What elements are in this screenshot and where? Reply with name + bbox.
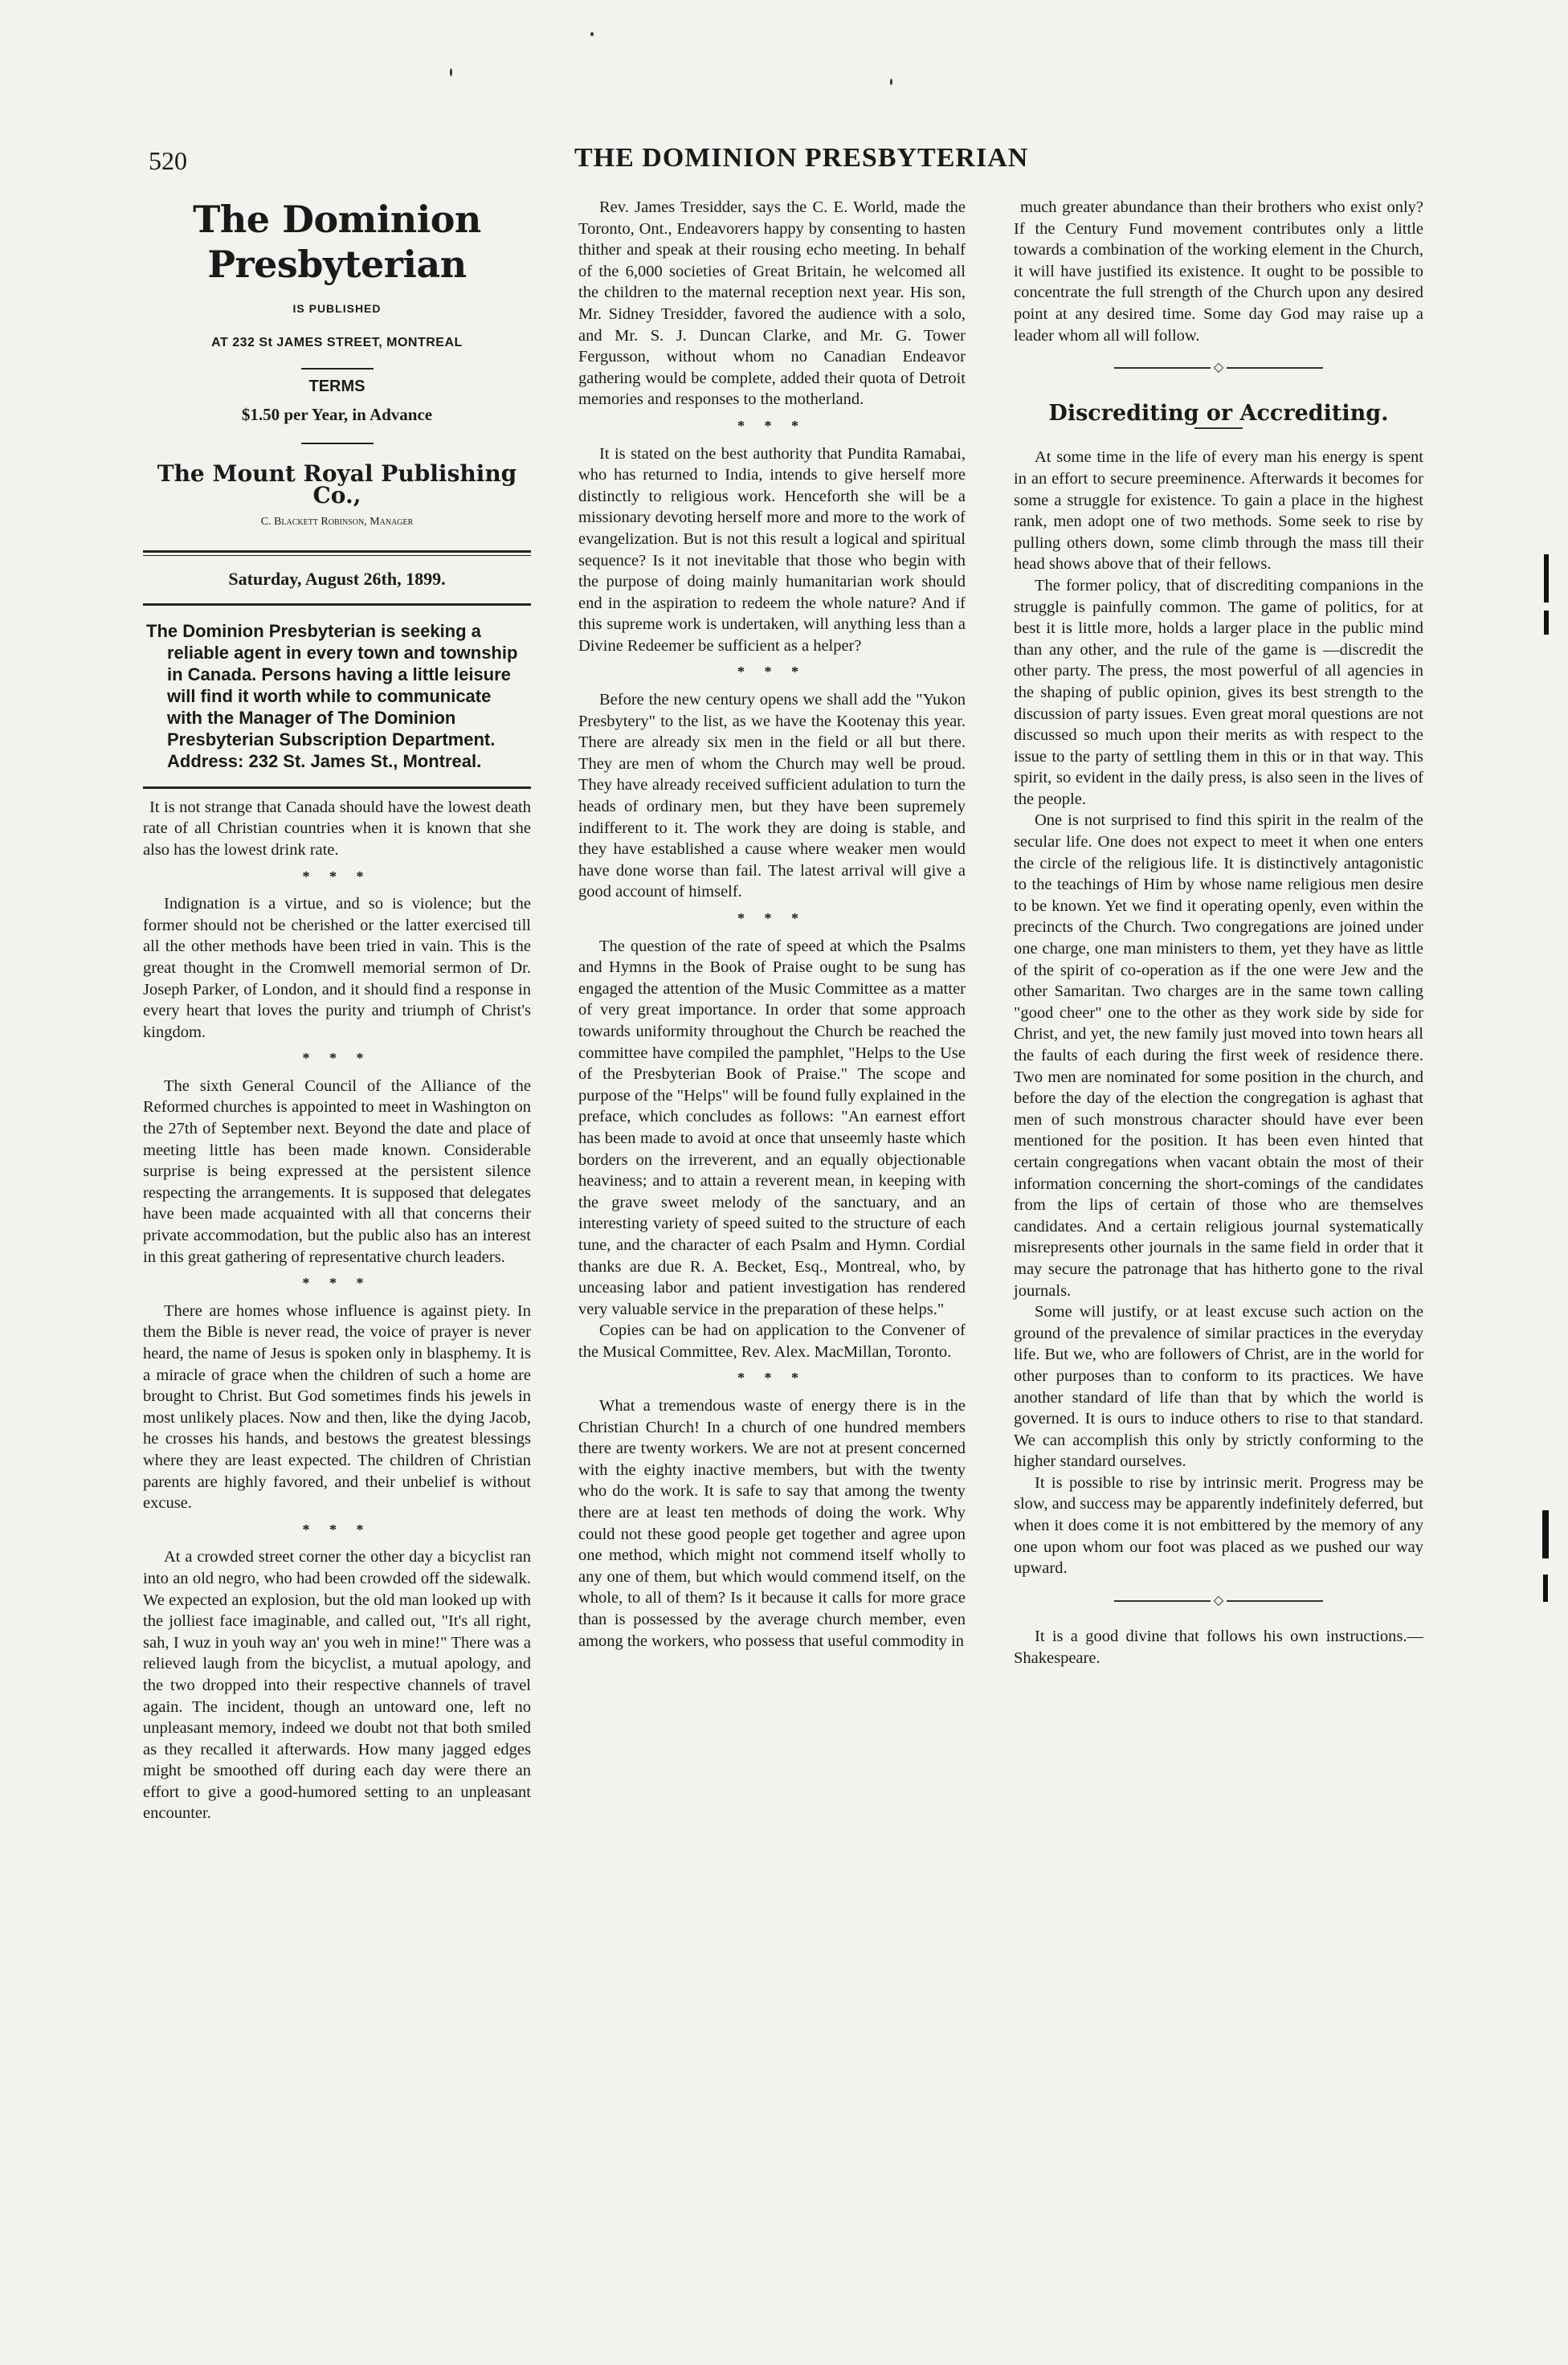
scan-speck bbox=[450, 68, 452, 76]
masthead-published: IS PUBLISHED bbox=[292, 302, 382, 315]
column-2 bbox=[578, 197, 966, 1652]
article-paragraph: Rev. James Tresidder, says the C. E. World, made the Toronto, Ont., Endeavorers happy by consenting to hasten thither and speak at their rousing echo meeting. In behalf of the 6,000 societies of Great Britain, he welcomed all the children to the maternal reception next year. His son, Mr. Sidney Tresidder, favored the audience with a solo, and Mr. S. J. Duncan Clarke, and Mr. G. Tower Fergusson, without whom no Canadian Endeavor gathering would be complete, added their quota of Detroit memories and responses to the motherland. bbox=[578, 198, 966, 409]
masthead-publisher: The Mount Royal Publishing Co., bbox=[157, 460, 517, 509]
separator-stars: * * * bbox=[737, 417, 806, 434]
divider bbox=[1194, 427, 1243, 429]
column-3 bbox=[1014, 197, 1423, 1669]
running-head: THE DOMINION PRESBYTERIAN bbox=[574, 143, 1029, 173]
article-heading: Discrediting or Accrediting. bbox=[1048, 400, 1389, 426]
masthead-terms: TERMS bbox=[308, 378, 365, 396]
article-paragraph: Copies can be had on application to the Convener of the Musical Committee, Rev. Alex. MacMillan, Toronto. bbox=[578, 1321, 966, 1361]
separator-stars: * * * bbox=[302, 1275, 372, 1292]
article-paragraph: It is not strange that Canada should have the lowest death rate of all Christian countries when it is known that she also has the lowest drink rate. bbox=[143, 798, 531, 859]
ornament-divider bbox=[1014, 357, 1423, 379]
thick-rule bbox=[143, 603, 531, 606]
article-paragraph: It is stated on the best authority that Pundita Ramabai, who has returned to India, intends to give herself more distinctly to religious work. Henceforth she will be a missionary devoting herself more and more to the work of evangelization. But is not this result a logical and spiritual sequence? Is it not inevitable that those who begin with the purpose of doing mainly humanitarian work should end in the aspiration to redeem the whole nature? And if this supreme work is undertaken, will anything less than a Divine Redeemer be sufficient as a helper? bbox=[578, 444, 966, 655]
article-paragraph: One is not surprised to find this spirit in the realm of the secular life. One does not expect to meet it when one enters the circle of the religious life. It is distinctively antagonistic to the teachings of Him by whose name religious men desire to be known. Yet we find it operating openly, even within the precincts of the Church. Two congregations are joined under one charge, one man ministers to them, yet they have as little of the spirit of co-operation as if the one were Jew and the other Samaritan. Two charges are in the same town calling "good cheer" one to the other as they work side by side for Christ, and yet, the new family just moved into town hears all the faults of each during the first week of residence there. Two men are nominated for some position in the church, and before the day of the election the congregation is aghast that men of such monstrous character should have ever been mentioned for the position. It has been even hinted that certain congregations when vacant obtain the most of their information concerning the short-comings of the candidates from the lips of certain of those who are themselves candidates. And a certain religious journal systematically misrepresents other journals in the same field in order that it may secure the patronage that has hitherto gone to the rival journals. bbox=[1014, 811, 1423, 1300]
issue-date: Saturday, August 26th, 1899. bbox=[228, 569, 446, 590]
article-paragraph: Before the new century opens we shall add the "Yukon Presbytery" to the list, as we have the Kootenay this year. There are already six men in the field or all but there. They are men of whom the Church may well be proud. They have already received sufficient adulation to turn the heads of ordinary men, but they have been supremely indifferent to it. The work they are doing is stable, and they have established a cause where weaker men would have done worse than fail. The latest arrival will give a good account of himself. bbox=[578, 691, 966, 901]
ornament-divider bbox=[1014, 1591, 1423, 1612]
masthead-price: $1.50 per Year, in Advance bbox=[241, 404, 433, 424]
article-paragraph: Some will justify, or at least excuse such action on the ground of the prevalence of similar practices in the everyday life. But we, who are followers of Christ, are in the world for other purposes than to conform to its practices. We have another standard of life than that by which the world is governed. It is ours to induce others to rise to that standard. We can accomplish this only by strictly conforming to the higher standard ourselves. bbox=[1014, 1303, 1423, 1471]
article-paragraph: What a tremendous waste of energy there is in the Christian Church! In a church of one hundred members there are twenty workers. We are not at present concerned with the eighty inactive members, but with the twenty who do the work. It is safe to say that among the twenty there are at least ten methods of doing the work. Why could not these good people get together and agree upon one method, which might not commend itself wholly to any one of them, but which would commend itself, on the whole, to all of them? Is it because it calls for more grace than is possessed by the average church member, even among the workers, who possess that useful commodity in bbox=[578, 1397, 966, 1650]
page-header bbox=[149, 143, 1422, 178]
separator-stars: * * * bbox=[737, 910, 806, 926]
separator-stars: * * * bbox=[302, 1050, 372, 1067]
page-number: 520 bbox=[149, 146, 187, 175]
agent-notice bbox=[143, 614, 531, 786]
divider bbox=[301, 368, 374, 370]
scan-mark bbox=[1542, 1510, 1549, 1558]
article-paragraph: The sixth General Council of the Alliance of the Reformed churches is appointed to meet in Washington on the 27th of September next. Beyond the date and place of meeting little has been made known. Considerable surprise is being expressed at the persistent silence respecting the arrangements. It is supposed that delegates have been made acquainted with all that concerns their private accommodation, but the public also has an interest in this great gathering of representative church leaders. bbox=[143, 1076, 531, 1266]
closing-quote: It is a good divine that follows his own instructions.—Shakespeare. bbox=[1014, 1628, 1423, 1668]
article-paragraph: It is possible to rise by intrinsic merit. Progress may be slow, and success may be apparently indefinitely deferred, but when it does come it is not embittered by the memory of any one upon whom our foot was placed as we pushed our way upward. bbox=[1014, 1473, 1423, 1578]
article-paragraph: Indignation is a virtue, and so is violence; but the former should not be cherished or the latter exercised till all the other methods have been tried in vain. This is the great thought in the Cromwell memorial sermon of Dr. Joseph Parker, of London, and it should find a response in every heart that loves the purity and triumph of Christ's kingdom. bbox=[143, 895, 531, 1041]
article-paragraph: The former policy, that of discrediting companions in the struggle is painfully common. The game of politics, for at best it is little more, holds a larger place in the public mind than any other, and the rule of the game is —discredit the other party. The press, the most powerful of all agencies in the shaping of public opinion, gives its best strength to the discussion of party issues. Even great moral questions are not discussed so much upon their merits as with respect to the issue to the party of settling them in this or in that way. This spirit, so evident in the daily press, is also seen in the lives of the people. bbox=[1014, 576, 1423, 808]
thick-rule bbox=[143, 786, 531, 789]
scan-mark bbox=[1544, 554, 1549, 602]
diamond-icon: ◇ bbox=[1213, 361, 1224, 375]
divider bbox=[301, 443, 374, 444]
separator-stars: * * * bbox=[737, 664, 806, 680]
scan-speck bbox=[890, 79, 892, 85]
masthead bbox=[143, 197, 531, 606]
separator-stars: * * * bbox=[737, 1370, 806, 1387]
scan-speck bbox=[590, 32, 594, 36]
masthead-title: The Dominion Presbyterian bbox=[193, 198, 481, 286]
separator-stars: * * * bbox=[302, 1521, 372, 1538]
article-paragraph: The question of the rate of speed at which the Psalms and Hymns in the Book of Praise ought to be sung has engaged the attention of the Music Committee as a matter of very great importance. In order that some approach towards uniformity throughout the Church be reached the committee have compiled the pamphlet, "Helps to the Use of the Presbyterian Book of Praise." The scope and purpose of the "Helps" will be found fully explained in the preface, which concludes as follows: "An earnest effort has been made to avoid at once that unseemly haste which borders on the irreverent, and an equally objectionable heaviness; and to attain a reverent mean, in keeping with the grave sweet melody of the sanctuary, and an interesting variety of speed suited to the structure of each tune, and the character of each Psalm and Hymn. Cordial thanks are due R. A. Becket, Esq., Montreal, who, by unceasing labor and patient investigation has rendered very valuable service in the preparation of these helps." bbox=[578, 937, 966, 1318]
article-paragraph: There are homes whose influence is against piety. In them the Bible is never read, the voice of prayer is never heard, the name of Jesus is spoken only in blasphemy. It is a miracle of grace when the children of such a home are brought to Christ. But God sometimes finds his jewels in most unlikely places. Now and then, like the dying Jacob, he crosses his hands, and bestows the greatest blessings where they are least expected. The children of Christian parents are highly favored, and their unbelief is without excuse. bbox=[143, 1301, 531, 1513]
article-paragraph: At a crowded street corner the other day a bicyclist ran into an old negro, who had been crowded off the sidewalk. We expected an explosion, but the old man looked up with the jolliest face imaginable, and called out, "It's all right, sah, I wuz in youh way an' you weh in mine!" There was a relieved laugh from the bicyclist, a mutual apology, and the two dropped into their respective channels of travel again. The incident, though an untoward one, left no unpleasant memory, indeed we doubt not that both smiled as they recalled it afterwards. How many jagged edges might be smoothed off during each day were there an effort to give a good-humored setting to an unpleasant encounter. bbox=[143, 1548, 531, 1823]
column-1 bbox=[143, 197, 531, 1824]
agent-notice-text: The Dominion Presbyterian is seeking a reliable agent in every town and township in Canada. Persons having a little leisure will find it worth while to communicate with the Manager of The Dominion Presbyterian Subscription Department. Address: 232 St. James St., Montreal. bbox=[146, 620, 518, 771]
article-paragraph: much greater abundance than their brothers who exist only? If the Century Fund movement contributes only a little towards a combination of the working element in the Church, it will have justified its existence. It ought to be possible to concentrate the full strength of the Church upon any desired point at any desired time. Some day God may raise up a leader whom all will follow. bbox=[1014, 198, 1423, 345]
masthead-address: AT 232 St JAMES STREET, MONTREAL bbox=[211, 335, 463, 349]
article-paragraph: At some time in the life of every man his energy is spent in an effort to secure preeminence. Afterwards it becomes for some a struggle for existence. To gain a place in the highest rank, men adopt one of two methods. Some seek to rise by pulling others down, some climb through the mass till their head shows above that of their fellows. bbox=[1014, 448, 1423, 574]
double-rule bbox=[143, 550, 531, 556]
diamond-icon: ◇ bbox=[1213, 1593, 1224, 1607]
separator-stars: * * * bbox=[302, 868, 372, 884]
scan-mark bbox=[1544, 611, 1549, 635]
scan-mark bbox=[1543, 1575, 1548, 1602]
masthead-manager: C. Blackett Robinson, Manager bbox=[260, 515, 414, 528]
